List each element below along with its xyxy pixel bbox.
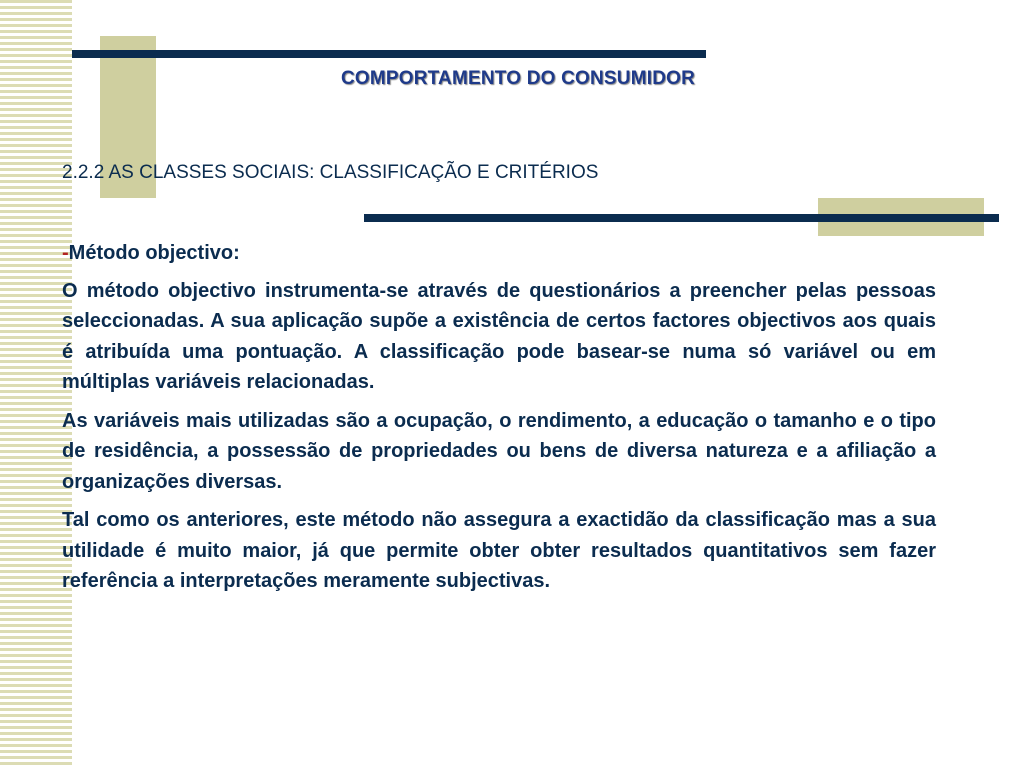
- decorative-bar-top: [72, 50, 706, 58]
- paragraph-2: As variáveis mais utilizadas são a ocupação, o rendimento, a educação o tamanho e o tipo de residência, a possessão de propriedades ou bens de diversa natureza e a afiliação a organizações diversas.: [62, 409, 936, 493]
- method-label-line: [62, 238, 936, 269]
- decorative-bar-middle: [364, 214, 999, 222]
- paragraph-1: O método objectivo instrumenta-se através de questionários a preencher pelas pessoas seleccionadas. A sua aplicação supõe a existência de certos factores objectivos aos quais é atribuída uma pontuação. A classificação pode basear-se numa só variável ou em múltiplas variáveis relacionadas.: [62, 279, 936, 393]
- bullet-dash: -: [62, 242, 69, 264]
- paragraph-3: Tal como os anteriores, este método não assegura a exactidão da classificação mas a sua utilidade é muito maior, já que permite obter obter resultados quantitativos sem fazer referência a interpretações meramente subjectivas.: [62, 509, 936, 592]
- slide-content: [62, 238, 936, 605]
- section-heading: 2.2.2 AS CLASSES SOCIAIS: CLASSIFICAÇÃO E CRITÉRIOS: [62, 162, 599, 183]
- method-label: Método objectivo:: [68, 242, 240, 264]
- slide-title: COMPORTAMENTO DO CONSUMIDOR: [340, 68, 696, 89]
